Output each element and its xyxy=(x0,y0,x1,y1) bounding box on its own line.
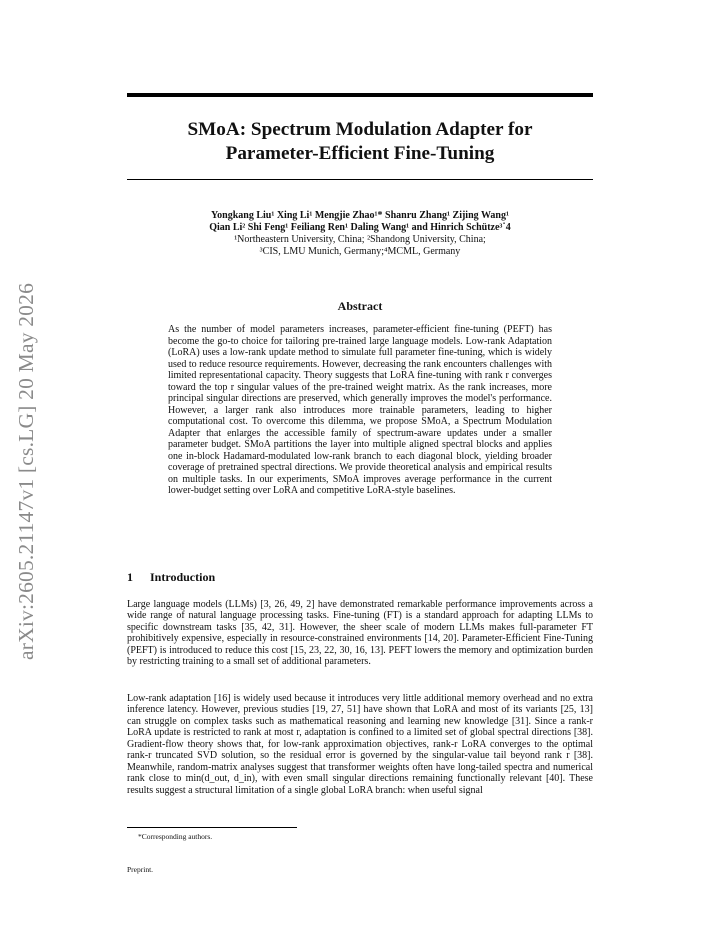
author-block xyxy=(127,210,593,258)
footnote-rule xyxy=(127,827,297,828)
abstract-heading: Abstract xyxy=(337,299,383,313)
section-title: Introduction xyxy=(150,570,216,584)
intro-paragraph-1: Large language models (LLMs) [3, 26, 49, 2] have demonstrated remarkable performance improvements across a wide range of natural language processing tasks. Fine-tuning (FT) is a standard approach for adapting LLMs to specific downstream tasks [35, 42, 31]. However, the sheer scale of modern LLMs makes full-parameter FT prohibitively expensive, especially in resource-constrained environments [14, 20]. Parameter-Efficient Fine-Tuning (PEFT) is introduced to reduce this cost [15, 23, 22, 30, 16, 13]. PEFT lowers the memory and optimization burden by restricting training to a small set of additional parameters. xyxy=(127,599,593,668)
abstract-text: As the number of model parameters increases, parameter-efficient fine-tuning (PEFT) has become the go-to choice for tailoring pre-trained large language models. Low-rank Adaptation (LoRA) uses a low-rank update method to simulate full parameter fine-tuning, which is widely used to reduce resource requirements. However, decreasing the rank encounters challenges with limited representational capacity. Theory suggests that LoRA fine-tuning with rank r converges toward the top r singular values of the pre-trained weight matrix. As the rank increases, more principal singular directions are preserved, which generally improves the model's performance. However, a larger rank also introduces more trainable parameters, leading to higher computational cost. To overcome this dilemma, we propose SMoA, a Spectrum Modulation Adapter that enlarges the accessible family of spectrum-aware updates under a smaller parameter budget. SMoA partitions the layer into multiple aligned spectral blocks and applies one in-block Hadamard-modulated low-rank branch to each diagonal block, yielding broader coverage of pretrained spectral directions. We provide theoretical analysis and empirical results on multiple tasks. In our experiments, SMoA improves average performance in the current lower-budget setting over LoRA and competitive LoRA-style baselines. xyxy=(168,324,552,496)
preprint-footer: Preprint. xyxy=(127,865,154,874)
authors-line-2: Qian Li² Shi Feng¹ Feiliang Ren¹ Daling Wang¹ and Hinrich Schütze³˙4 xyxy=(209,222,511,233)
authors-line-1: Yongkang Liu¹ Xing Li¹ Mengjie Zhao¹* Shanru Zhang¹ Zijing Wang¹ xyxy=(211,210,509,221)
section-heading-introduction xyxy=(127,570,593,585)
footnote-corresponding: *Corresponding authors. xyxy=(138,832,213,841)
paper-title xyxy=(127,118,593,166)
title-line-2: Parameter-Efficient Fine-Tuning xyxy=(225,143,495,164)
affiliations-line-2: ³CIS, LMU Munich, Germany;⁴MCML, Germany xyxy=(259,246,461,257)
title-bottom-rule xyxy=(127,179,593,180)
title-top-rule xyxy=(127,93,593,97)
affiliations-line-1: ¹Northeastern University, China; ²Shandong University, China; xyxy=(234,234,486,245)
arxiv-identifier[interactable]: arXiv:2605.21147v1 [cs.LG] 20 May 2026 xyxy=(14,282,38,660)
title-line-1: SMoA: Spectrum Modulation Adapter for xyxy=(187,119,533,140)
section-number: 1 xyxy=(127,570,133,584)
intro-paragraph-2: Low-rank adaptation [16] is widely used because it introduces very little additional memory overhead and no extra inference latency. However, previous studies [19, 27, 51] have shown that LoRA and most of its variants [25, 13] can struggle on complex tasks such as mathematical reasoning and learning new knowledge [31]. Since a rank-r LoRA update is restricted to rank at most r, adaptation is confined to a limited set of global spectral directions [38]. Gradient-flow theory shows that, for low-rank approximation objectives, rank-r LoRA converges to the optimal rank-r truncated SVD solution, so the residual error is governed by the singular-value tail beyond rank r [38]. Meanwhile, random-matrix analyses suggest that transformer weights often have long-tailed spectra and numerical rank close to min(d_out, d_in), with even small singular directions remaining functionally relevant [40]. These results suggest a structural limitation of a single global LoRA branch: when useful signal xyxy=(127,693,593,796)
